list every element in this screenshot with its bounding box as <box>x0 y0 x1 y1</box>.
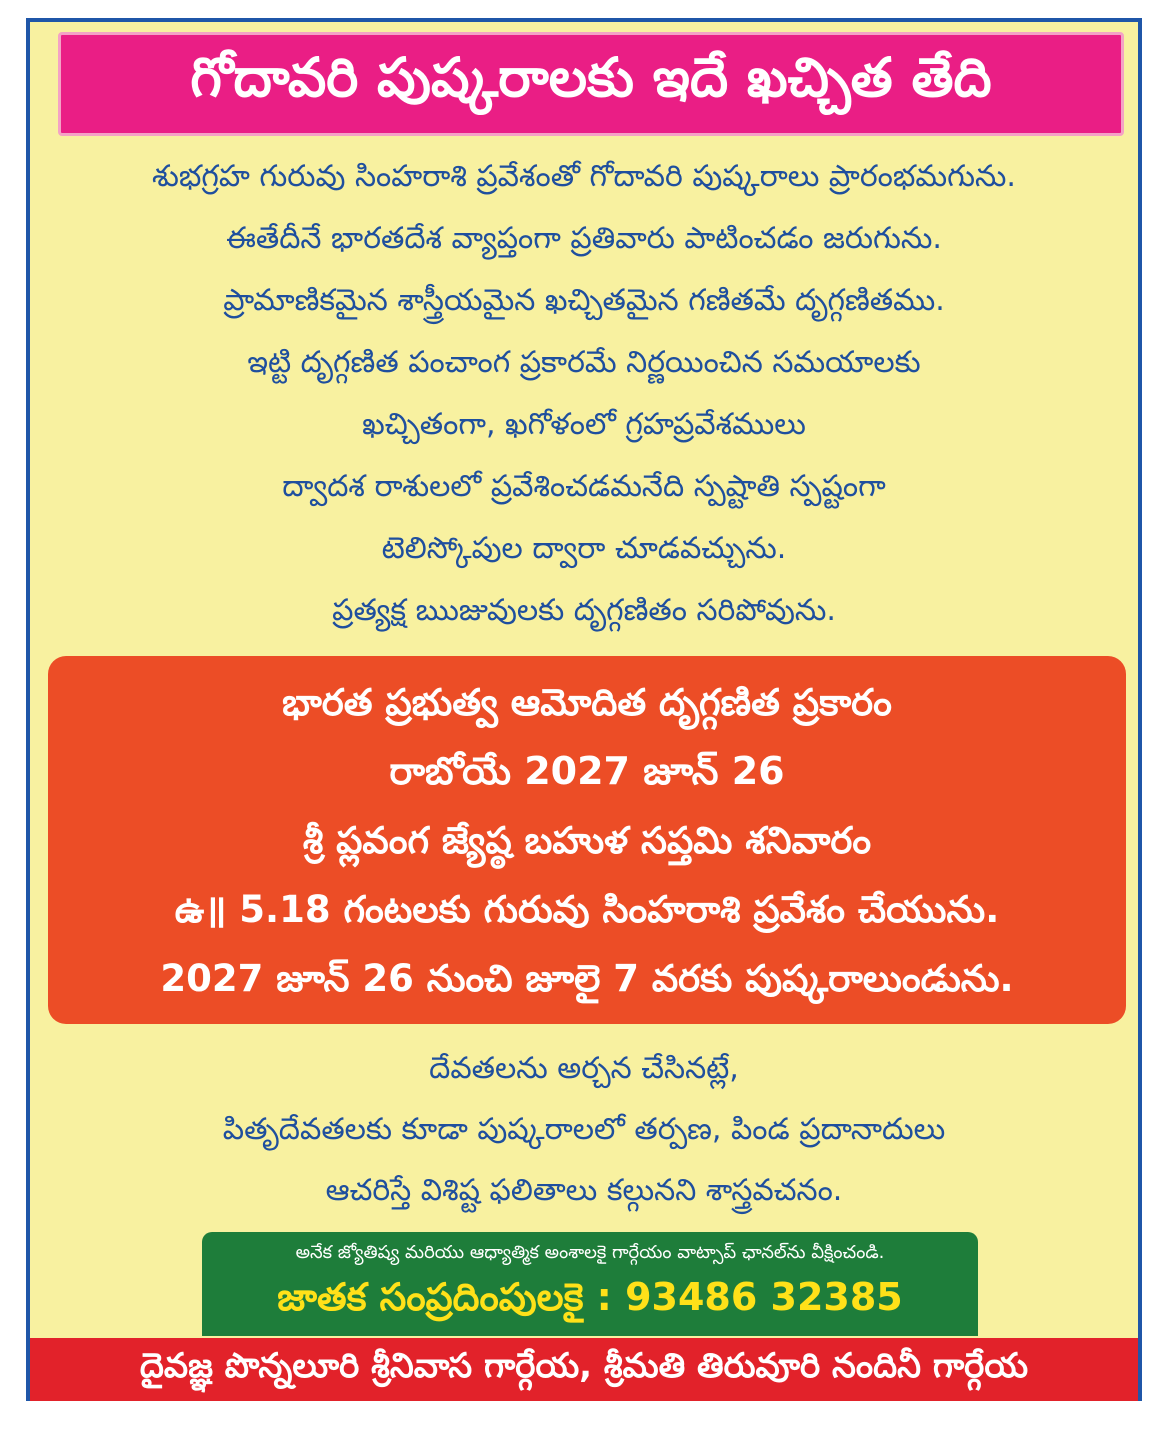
contact-box <box>202 1232 978 1336</box>
intro-line: ఇట్టి దృగ్గణిత పంచాంగ ప్రకారమే నిర్ణయించిన సమయాలకు <box>247 345 921 380</box>
highlight-line: రాబోయే 2027 జూన్ 26 <box>389 749 785 793</box>
intro-line: శుభగ్రహ గురువు సింహరాశి ప్రవేశంతో గోదావరి పుష్కరాలు ప్రారంభమగును. <box>152 159 1016 194</box>
intro-text <box>30 146 1138 642</box>
intro-line: ప్రత్యక్ష ఋజువులకు దృగ్గణితం సరిపోవును. <box>332 593 836 628</box>
date-highlight-box <box>48 656 1126 1024</box>
title-banner <box>58 32 1124 136</box>
highlight-line: భారత ప్రభుత్వ ఆమోదిత దృగ్గణిత ప్రకారం <box>282 681 892 724</box>
poster <box>26 18 1142 1401</box>
footer-banner <box>30 1338 1138 1401</box>
outro-line: పితృదేవతలకు కూడా పుష్కరాలలో తర్పణ, పిండ ప్రదానాదులు <box>222 1112 946 1147</box>
phone-number[interactable]: జాతక సంప్రదింపులకై : 93486 32385 <box>277 1275 903 1319</box>
intro-line: ఈతేదీనే భారతదేశ వ్యాప్తంగా ప్రతివారు పాటించడం జరుగును. <box>226 221 942 256</box>
intro-line: ద్వాదశ రాశులలో ప్రవేశించడమనేది స్పష్టాతి స్పష్టంగా <box>282 469 886 504</box>
highlight-line: ఉ॥ 5.18 గంటలకు గురువు సింహరాశి ప్రవేశం చేయును. <box>174 888 1000 931</box>
channel-note: అనేక జ్యోతిష్య మరియు ఆధ్యాత్మిక అంశాలకై గార్గేయం వాట్సాప్ ఛానల్‌ను వీక్షించండి. <box>295 1242 885 1263</box>
author-names: దైవజ్ఞ పొన్నలూరి శ్రీనివాస గార్గేయ, శ్రీమతి తిరువూరి నందినీ గార్గేయ <box>139 1345 1029 1386</box>
highlight-line: శ్రీ ప్లవంగ జ్యేష్ఠ బహుళ సప్తమి శనివారం <box>302 819 872 862</box>
page-title: గోదావరి పుష్కరాలకు ఇదే ఖచ్చిత తేది <box>190 45 992 109</box>
outro-line: దేవతలను అర్చన చేసినట్లే, <box>429 1051 739 1086</box>
intro-line: టెలిస్కోపుల ద్వారా చూడవచ్చును. <box>381 531 787 566</box>
outro-text <box>30 1038 1138 1221</box>
intro-line: ఖచ్చితంగా, ఖగోళంలో గ్రహప్రవేశములు <box>362 407 806 442</box>
intro-line: ప్రామాణికమైన శాస్త్రీయమైన ఖచ్చితమైన గణితమే దృగ్గణితము. <box>223 283 945 318</box>
outro-line: ఆచరిస్తే విశిష్ట ఫలితాలు కల్గునని శాస్త్రవచనం. <box>325 1173 843 1208</box>
highlight-line: 2027 జూన్ 26 నుంచి జూలై 7 వరకు పుష్కరాలుండును. <box>160 957 1014 1000</box>
